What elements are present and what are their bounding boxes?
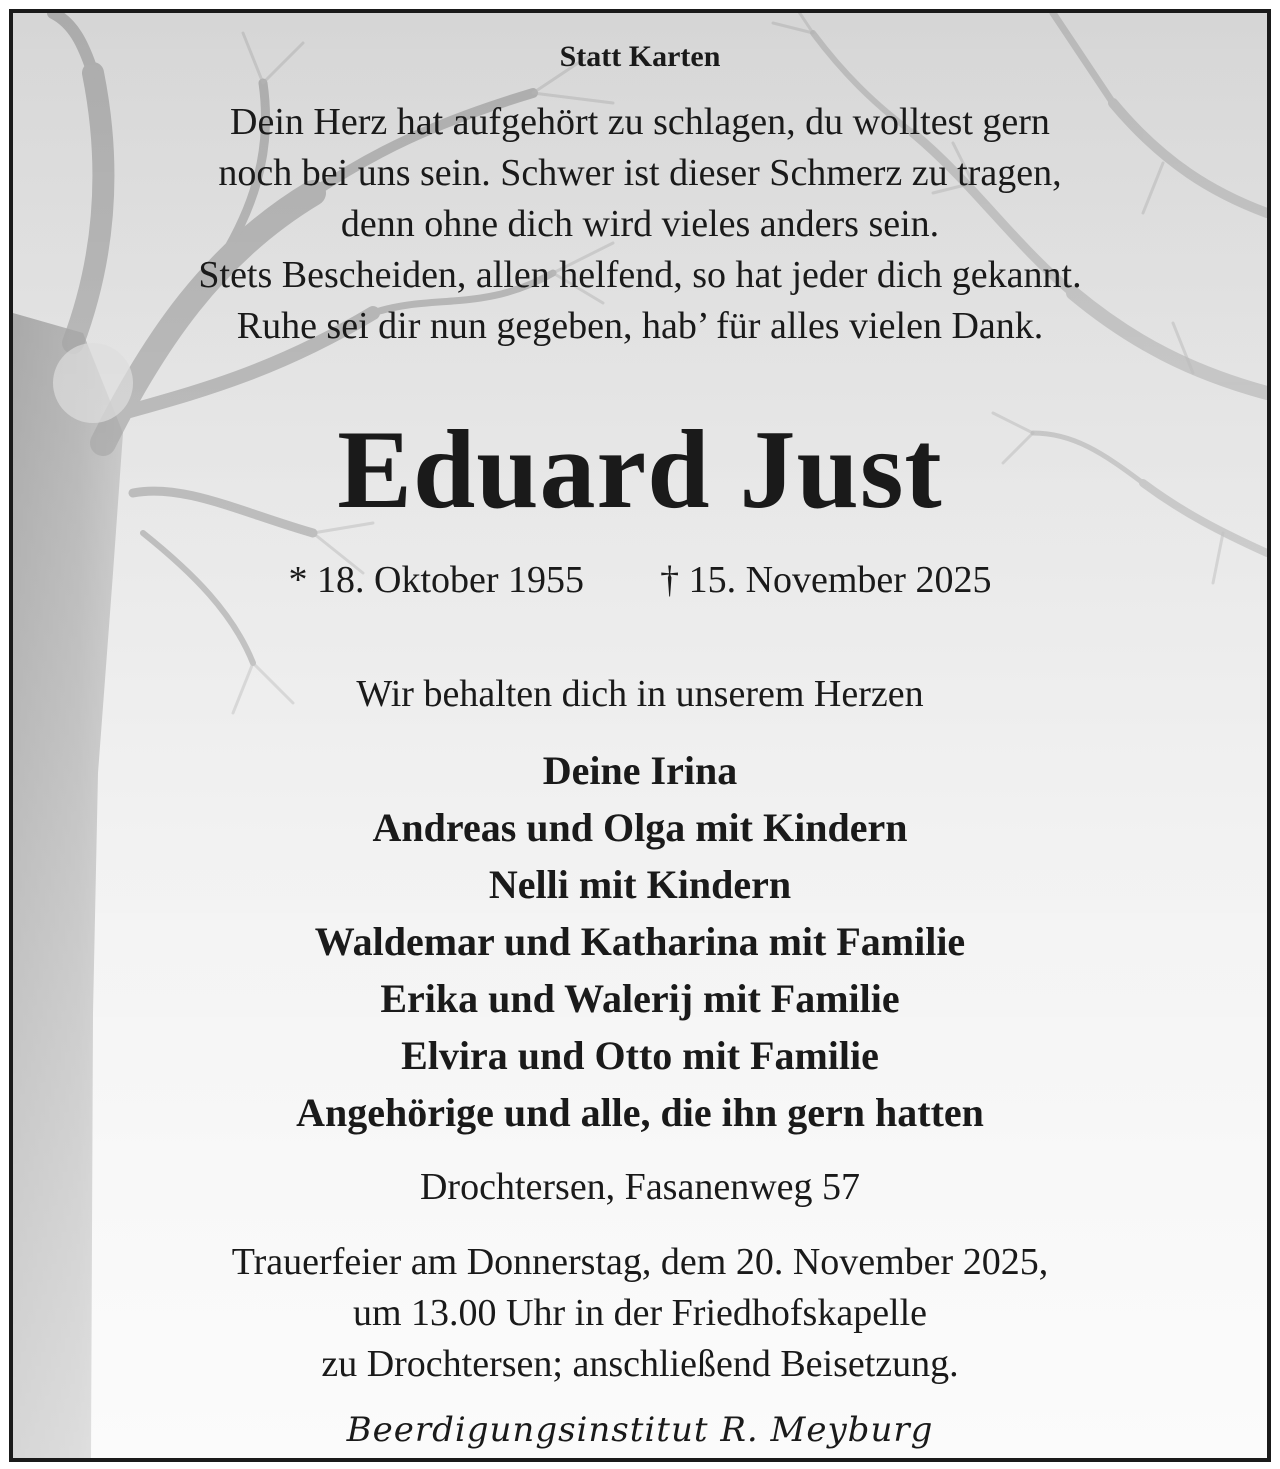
family-member: Erika und Walerij mit Familie — [380, 976, 900, 1021]
family-member: Elvira und Otto mit Familie — [401, 1033, 879, 1078]
family-member: Deine Irina — [542, 748, 738, 793]
verse-line: Ruhe sei dir nun gegeben, hab’ für alles vielen Dank. — [236, 305, 1044, 347]
life-dates — [13, 555, 1267, 605]
family-member: Angehörige und alle, die ihn gern hatten — [296, 1090, 984, 1135]
ceremony-line: zu Drochtersen; anschließend Beisetzung. — [321, 1343, 959, 1385]
family-member: Waldemar und Katharina mit Familie — [314, 919, 966, 964]
family-member: Nelli mit Kindern — [488, 862, 792, 907]
funeral-home-signature: Beerdigungsinstitut R. Meyburg — [346, 1410, 934, 1450]
birth-date: * 18. Oktober 1955 — [288, 559, 585, 601]
address: Drochtersen, Fasanenweg 57 — [419, 1166, 861, 1208]
death-date: † 15. November 2025 — [660, 559, 992, 601]
ceremony-line: Trauerfeier am Donnerstag, dem 20. November 2025, — [231, 1241, 1049, 1283]
remembrance-line: Wir behalten dich in unserem Herzen — [356, 673, 924, 715]
verse-line: denn ohne dich wird vieles anders sein. — [340, 203, 940, 245]
verse-line: Dein Herz hat aufgehört zu schlagen, du wolltest gern — [230, 101, 1050, 143]
obituary-notice — [9, 9, 1271, 1462]
verse-line: noch bei uns sein. Schwer ist dieser Schmerz zu tragen, — [218, 152, 1062, 194]
ceremony-line: um 13.00 Uhr in der Friedhofskapelle — [352, 1292, 928, 1334]
family-member: Andreas und Olga mit Kindern — [372, 805, 908, 850]
header-statt-karten: Statt Karten — [559, 40, 721, 73]
verse-line: Stets Bescheiden, allen helfend, so hat jeder dich gekannt. — [198, 254, 1082, 296]
deceased-name: Eduard Just — [337, 408, 943, 532]
